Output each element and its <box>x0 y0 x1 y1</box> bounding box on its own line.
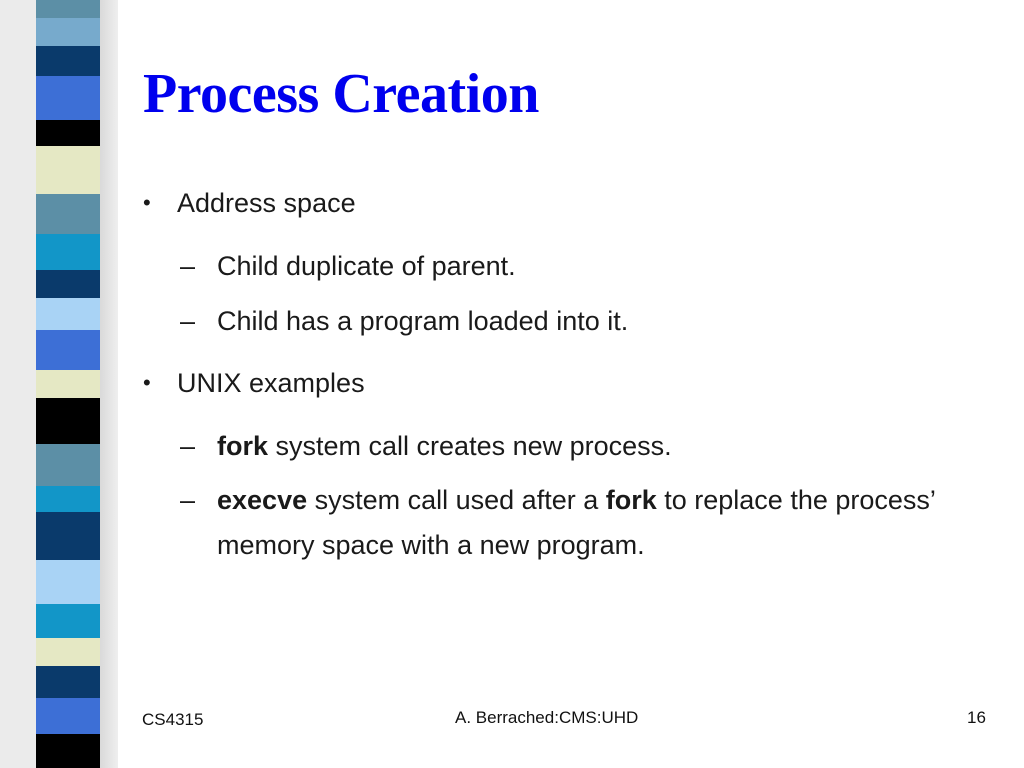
stripe-block <box>36 146 100 194</box>
sub-bullet-text-part: to replace the process’ memory space with a new program. <box>217 485 935 560</box>
code-term: fork <box>605 485 657 515</box>
sub-bullet-glyph: – <box>180 431 196 461</box>
sub-bullet-text <box>217 299 937 344</box>
stripe-block <box>36 638 100 666</box>
stripe-block <box>36 330 100 370</box>
sub-bullet-text <box>217 244 937 289</box>
sub-bullet-glyph: – <box>180 306 196 336</box>
sub-bullet-glyph: – <box>180 485 196 515</box>
sub-bullet-text <box>217 478 937 567</box>
stripe-block <box>36 370 100 398</box>
stripe-block <box>36 398 100 444</box>
stripe-block <box>36 120 100 146</box>
stripe-block <box>36 0 100 18</box>
sub-bullet-text-part: Child has a program loaded into it. <box>217 306 629 336</box>
stripe-block <box>36 560 100 604</box>
code-term: fork <box>217 431 269 461</box>
bullet-text: UNIX examples <box>177 368 365 398</box>
bullet-text: Address space <box>177 188 356 218</box>
stripe-block <box>36 194 100 234</box>
sub-bullet-text-part: Child duplicate of parent. <box>217 251 516 281</box>
footer-author: A. Berrached:CMS:UHD <box>455 708 639 727</box>
stripe-block <box>36 512 100 560</box>
footer-course: CS4315 <box>142 710 204 729</box>
bullet-glyph: • <box>143 190 151 215</box>
bullet-glyph: • <box>143 370 151 395</box>
stripe-block <box>36 486 100 512</box>
code-term: execve <box>217 485 308 515</box>
stripe-block <box>36 76 100 120</box>
stripe-block <box>36 734 100 768</box>
stripe-block <box>36 234 100 270</box>
footer-page-number: 16 <box>967 708 986 727</box>
stripe-block <box>36 604 100 638</box>
sub-bullet-glyph: – <box>180 251 196 281</box>
decorative-stripe-blocks <box>0 0 110 768</box>
stripe-block <box>36 270 100 298</box>
sub-bullet-text <box>217 424 937 469</box>
stripe-block <box>36 18 100 46</box>
stripe-block <box>36 298 100 330</box>
stripe-block <box>36 444 100 486</box>
slide-title: Process Creation <box>143 63 539 125</box>
stripe-block <box>36 666 100 698</box>
stripe-block <box>36 698 100 734</box>
sub-bullet-text-part: system call used after a <box>307 485 606 515</box>
sub-bullet-text-part: system call creates new process. <box>268 431 672 461</box>
stripe-block <box>36 46 100 76</box>
